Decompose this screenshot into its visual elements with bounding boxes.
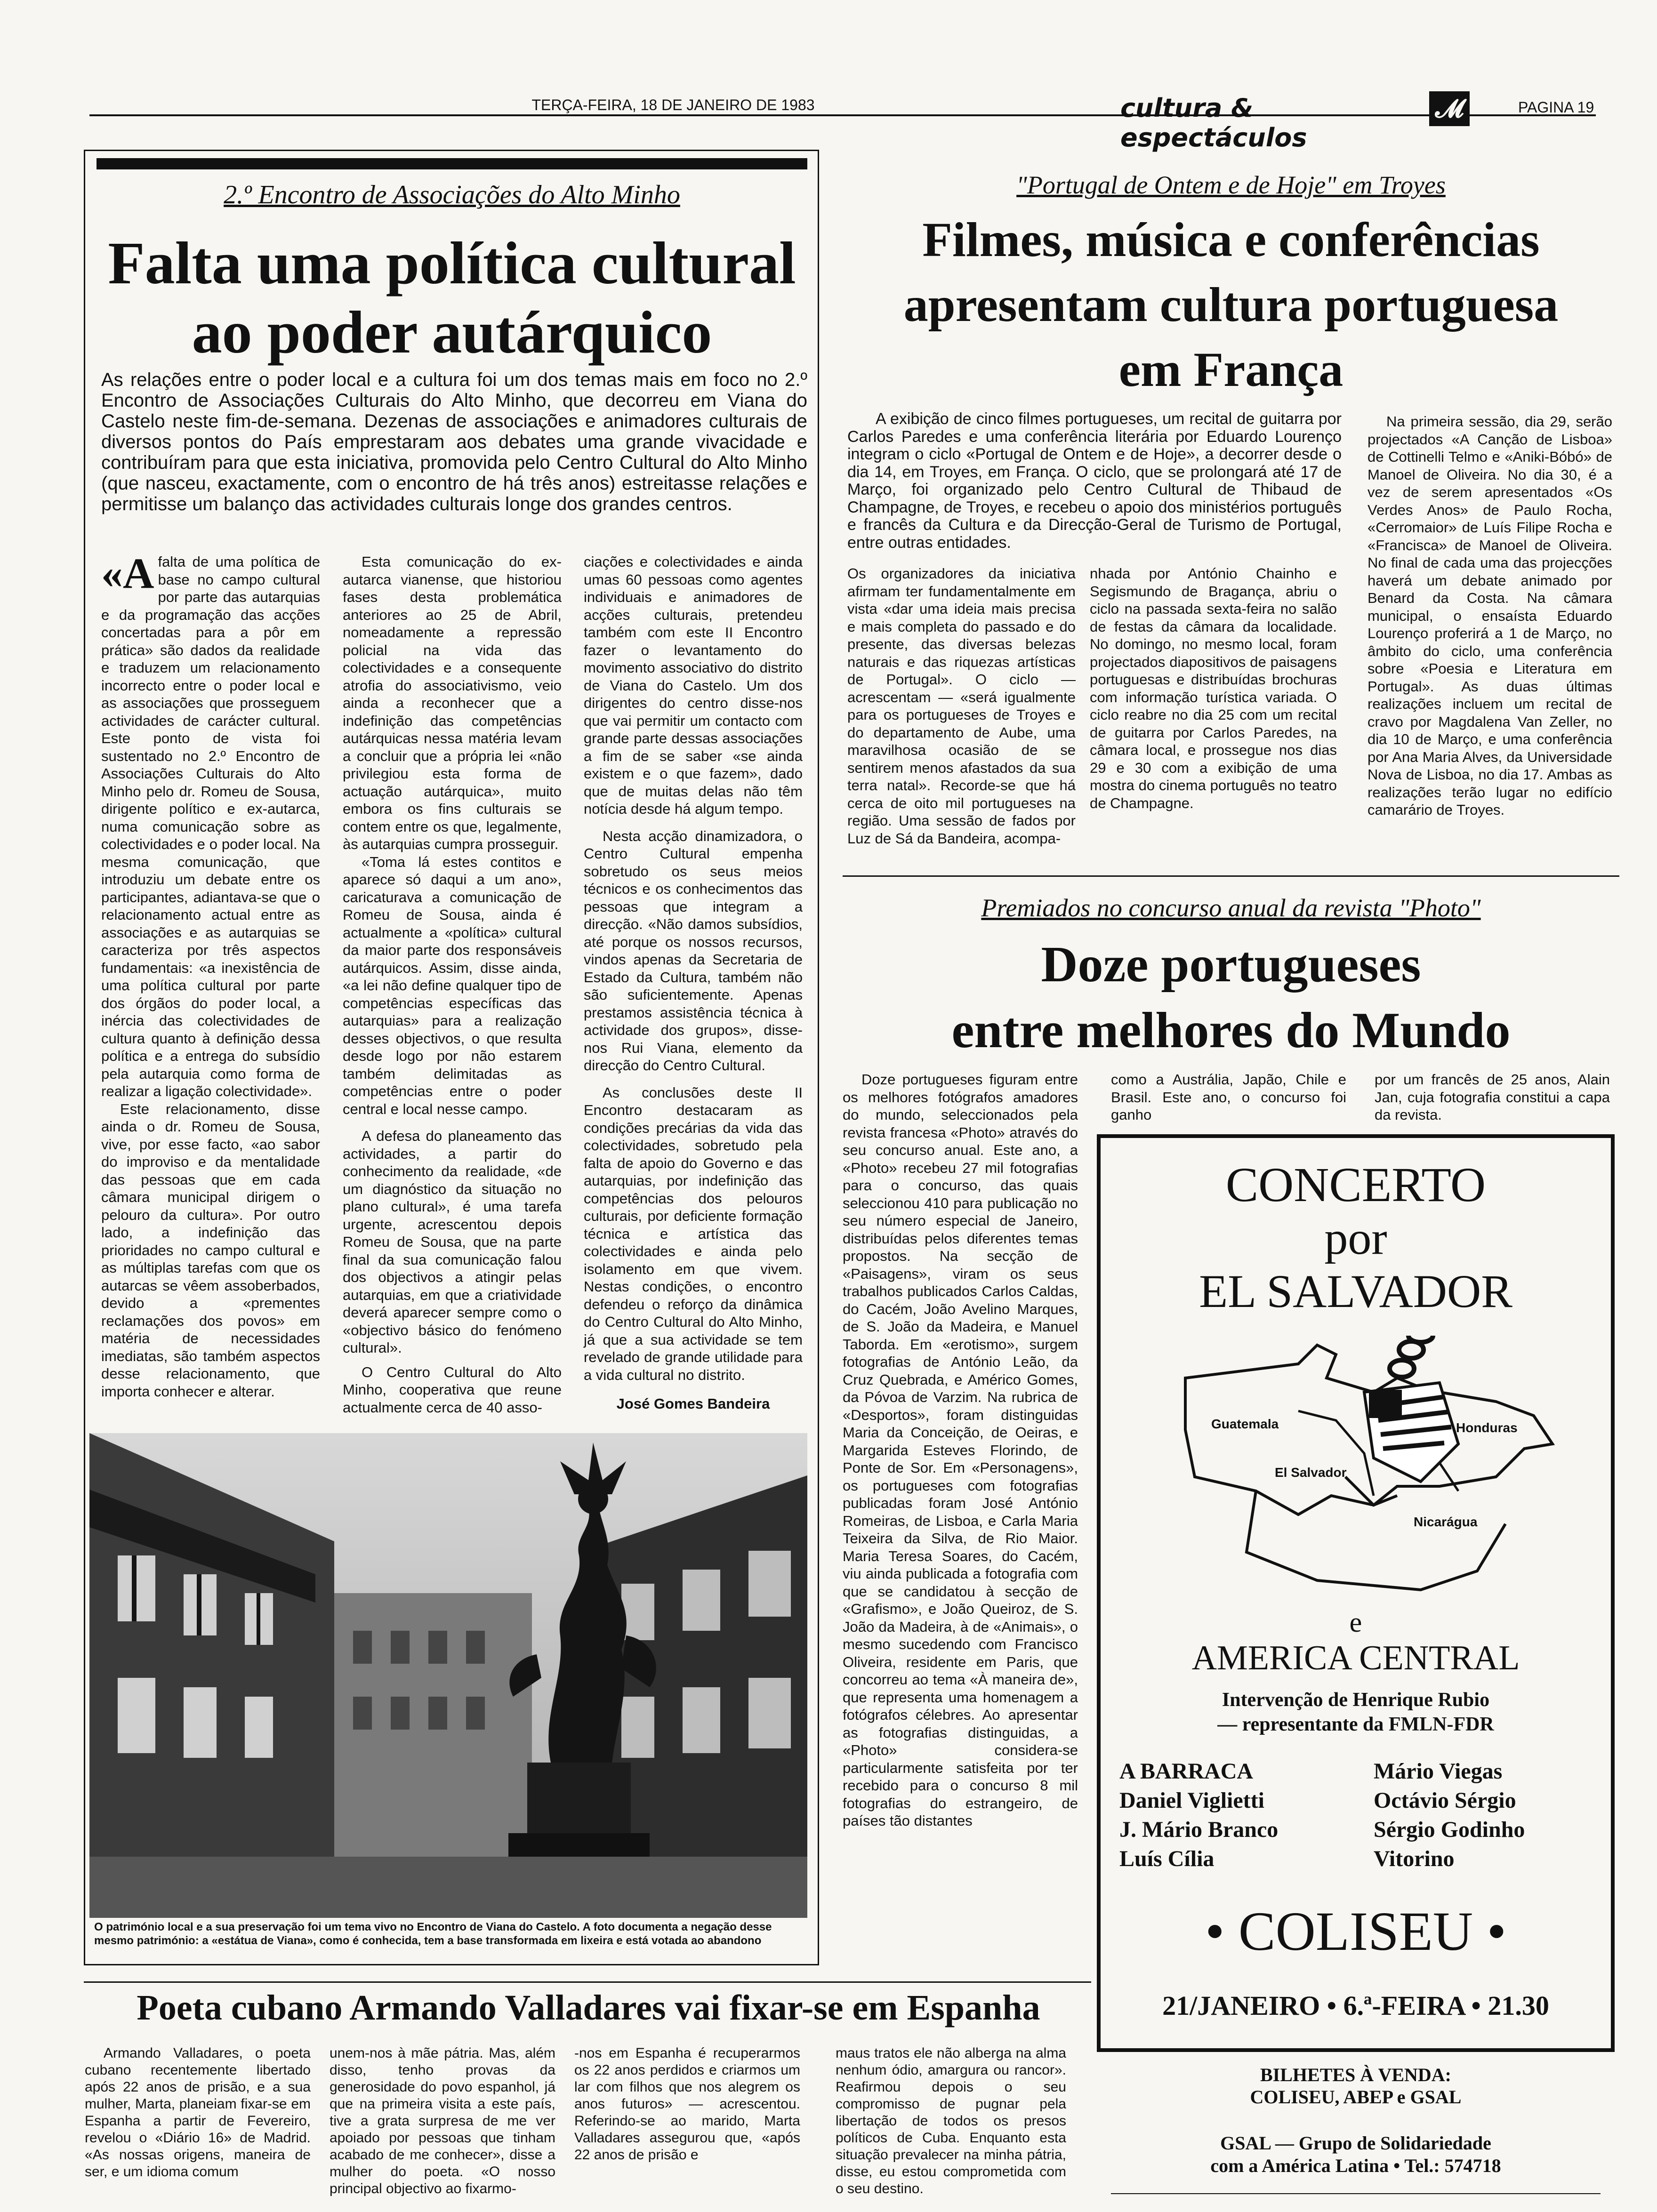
ad-org-line1: GSAL — Grupo de Solidariedade — [1220, 2132, 1491, 2154]
map-label-honduras: Honduras — [1456, 1420, 1518, 1435]
statue-photo-image — [89, 1433, 807, 1918]
header-date: TERÇA-FEIRA, 18 DE JANEIRO DE 1983 — [531, 96, 815, 113]
article2-headline-line2: apresentam cultura portuguesa — [903, 278, 1559, 332]
section-title: cultura & espectáculos — [1120, 93, 1307, 152]
ad-artist-2: Mário Viegas — [1374, 1759, 1503, 1784]
article1-col1-para2: Este relacionamento, disse ainda o dr. Romeu de Sousa, vive, por esse facto, «ao sabor do improviso e da mentalidade das pessoas que em cada câmara municipal dirigem o pelouro da cultura». Por outro lado, a indefinição das prioridades no campo cultural e as múltiplas tarefas com que os autarcas se vêem assoberbados, devido a «prementes reclamações dos povos» em matéria de necessidades imediatas, são também aspectos desse relacionamento, que importa conhecer e alterar. — [101, 1100, 320, 1400]
article1-dropcap: «A — [101, 549, 154, 597]
ad-title-1: CONCERTO — [1225, 1158, 1486, 1212]
article1-headline-line2: ao poder autárquico — [192, 299, 712, 366]
article1-column-3 — [584, 553, 803, 1413]
ad-region: AMERICA CENTRAL — [1191, 1639, 1520, 1677]
ad-speaker-line2: — representante da FMLN-FDR — [1217, 1714, 1494, 1735]
ad-date: 21/JANEIRO • 6.ª-FEIRA • 21.30 — [1162, 1990, 1549, 2021]
article3-column-3: por um francês de 25 anos, Alain Jan, cuja fotografia constitui a capa da revista. — [1375, 1071, 1610, 1123]
central-america-map — [1176, 1336, 1562, 1599]
article1-col3-para2: Nesta acção dinamizadora, o Centro Cultural empenha sobretudo os seus meios técnicos e os conhecimentos das pessoas que integram a direcção. «Não damos subsídios, até porque os nossos recursos, vindos apenas da Secretaria de Estado da Cultura, também não são suficientemente. Apenas prestamos assistência técnica à actividade dos grupos», disse-nos Rui Viana, elemento da direcção do Centro Cultural. — [584, 827, 803, 1074]
article2-kicker: "Portugal de Ontem e de Hoje" em Troyes — [1016, 171, 1446, 199]
ad-org-line2: com a América Latina • Tel.: 574718 — [1210, 2155, 1501, 2176]
ad-conjunction: e — [1349, 1607, 1362, 1638]
concert-ad — [1097, 1134, 1615, 2052]
article3-headline-line1: Doze portugueses — [1041, 937, 1421, 993]
ad-venue: • COLISEU • — [1205, 1900, 1506, 1962]
article3-column-2: como a Austrália, Japão, Chile e Brasil. Este ano, o concurso foi ganho — [1111, 1071, 1346, 1123]
ad-tickets-line1: BILHETES À VENDA: — [1260, 2064, 1452, 2085]
article1-col2-para3: A defesa do planeamento das actividades, a partir do conhecimento da realidade, «de um diagnóstico da situação no plano cultural», é uma tarefa urgente, acrescentou depois Romeu de Sousa, que na parte final da sua comunicação falou dos objectivos a atingir pelas autarquias, em que a criatividade deverá aparecer sempre como o «objectivo básico do fenómeno cultural». — [343, 1128, 562, 1356]
article2-column-1: Os organizadores da iniciativa afirmam ter fundamentalmente em vista «dar uma ideia mais precisa e mais completa do passado e do presente, das diversas belezas naturais e das riquezas artísticas de Portugal». O ciclo — acrescentam — «será igualmente para os portugueses de Troyes e do departamento de Aube, uma maravilhosa ocasião de se sentirem menos afastados da sua terra natal». Recorde-se que há cerca de oito mil portugueses na região. Uma sessão de fados por Luz de Sá da Bandeira, acompa- — [847, 565, 1076, 847]
article4-top-rule — [84, 1981, 1091, 1983]
ad-title-2: por — [1324, 1212, 1387, 1264]
article2-headline-line1: Filmes, música e conferências — [922, 213, 1540, 267]
article1-photo — [89, 1433, 807, 1918]
article1-col3-para3: As conclusões deste II Encontro destacaram as condições precárias da vida das colectividades, sobretudo pela falta de apoio do Governo e das autarquias, por indefinição das competências dos pelouros culturais, por deficiente formação técnica e artística das colectividades e ainda pelo isolamento em que vivem. Nestas condições, o encontro defendeu o reforço da dinâmica do Centro Cultural do Alto Minho, já que a sua actividade se tem revelado de grande utilidade para a vida cultural no distrito. — [584, 1084, 803, 1383]
ad-artist-7: Luís Cília — [1119, 1846, 1215, 1871]
article2-column-3: Na primeira sessão, dia 29, serão projectados «A Canção de Lisboa» de Cottinelli Telmo e «Aniki-Bóbó» de Manoel de Oliveira. No dia 30, é a vez de serem apresentados «Os Verdes Anos» de Paulo Rocha, «Cerromaior» de Luís Filipe Rocha e «Francisca» de Manoel de Oliveira. No final de cada uma das projecções haverá um debate animado por Benard da Costa. Na câmara municipal, o ensaísta Eduardo Lourenço proferirá a 1 de Março, no âmbito do ciclo, uma conferência sobre «Poesia e Literatura em Portugal». As duas últimas realizações incluem um recital de cravo por Magdalena Van Zeller, no dia 10 de Março, e uma conferência por Ana Maria Alves, da Universidade Nova de Lisboa, no dia 17. Ambas as realizações terão lugar no edifício camarário de Troyes. — [1367, 413, 1612, 818]
page-number: PAGINA 19 — [1518, 99, 1594, 116]
article2-bottom-rule — [843, 875, 1619, 877]
article1-lede: As relações entre o poder local e a cultura foi um dos temas mais em foco no 2.º Encontro de Associações Culturais do Alto Minho, que decorreu em Viana do Castelo neste fim-de-semana. Dezenas de associações e animadores culturais de diversos pontos do País emprestaram aos debates uma grande vivacidade e contribuíram para que esta iniciativa, promovida pelo Centro Cultural do Alto Minho (que nasceu, exactamente, com o encontro de há três anos) estreitasse relações e permitisse um balanço das actividades culturais longe dos grandes centros. — [101, 369, 807, 514]
article3-column-1: Doze portugueses figuram entre os melhores fotógrafos amadores do mundo, seleccionados pela revista francesa «Photo» através do seu concurso anual. Este ano, a «Photo» recebeu 27 mil fotografias para o concurso, das quais seleccionou 410 para publicação no seu número especial de Janeiro, distribuídas pelos diferentes temas propostos. Na secção de «Paisagens», viram os seus trabalhos publicados Carlos Caldas, do Cacém, João Avelino Marques, de S. João da Madeira, e Manuel Taborda. Em «erotismo», surgem fotografias de António Leão, da Cruz Quebrada, e Américo Gomes, da Póvoa de Varzim. Na rubrica de «Desportos», foram distinguidas Maria da Conceição, de Oeiras, e Margarida Esteves Florindo, de Ponte de Sor. Em «Personagens», os portugueses com fotografias publicadas foram José António Romeiras, de Lisboa, e Carla Maria Teixeira da Silva, de Rio Maior. Maria Teresa Soares, do Cacém, viu ainda publicada a fotografia com que se candidatou à secção de «Grafismo», e João Queiroz, de S. João da Madeira, à de «Animais», o mesmo sucedendo com Francisco Oliveira, residente em Paris, que concorreu ao tema «À maneira de», que representa uma homenagem a fotógrafos célebres. Ao apresentar as fotografias distinguidas, a «Photo» considera-se particularmente satisfeita por ter recebido para o concurso 8 mil fotografias do estrangeiro, de países tão distantes — [843, 1071, 1078, 1829]
article3-headline-line2: entre melhores do Mundo — [951, 1002, 1511, 1058]
ad-artist-1: A BARRACA — [1119, 1759, 1254, 1784]
map-label-guatemala: Guatemala — [1211, 1417, 1279, 1431]
article1-col2-para1: Esta comunicação do ex-autarca vianense, que historiou fases desta problemática anteriores ao 25 de Abril, nomeadamente a repressão policial na vida das colectividades e a consequente atrofia do associativismo, veio ainda a reconhecer que a indefinição das competências autárquicas nessa matéria levam a concluir que a própria lei «não privilegiou esta forma de actuação autárquica», muito embora os fins culturais se contem entre os que, legalmente, às autarquias cumpra prosseguir. — [343, 553, 562, 852]
ad-speaker-line1: Intervenção de Henrique Rubio — [1222, 1689, 1490, 1711]
article4-column-3: -nos em Espanha é recuperarmos os 22 anos perdidos e criarmos um lar com filhos que nos alegrem os anos futuros» — acrescentou. Referindo-se ao marido, Marta Valladares assegurou que, «após 22 anos de prisão e — [574, 2045, 800, 2163]
article1-top-bar — [97, 158, 807, 169]
article1-photo-caption: O património local e a sua preservação foi um tema vivo no Encontro de Viana do Castelo. A foto documenta a negação desse mesmo património: a «estátua de Viana», como é conhecida, tem a base transformada em lixeira e está votada ao abandono — [94, 1921, 772, 1947]
map-label-nicaragua: Nicarágua — [1414, 1515, 1478, 1529]
article1-column-1 — [101, 549, 320, 1400]
article1-column-2 — [343, 553, 562, 1416]
article1-col2-para2: «Toma lá estes contitos e aparece só daqui a um ano», caricaturava a comunicação de Romeu de Sousa, ainda é actualmente a «política» cultural da maior parte dos responsáveis autárquicos. Assim, disse ainda, «a lei não define qualquer tipo de competências específicas das autarquias» para a realização desses objectivos, o que resulta desde logo por não estarem também delimitadas as competências entre o poder central e local nesse campo. — [343, 853, 562, 1117]
article2-lede: A exibição de cinco filmes portugueses, um recital de guitarra por Carlos Paredes e uma conferência literária por Eduardo Lourenço integram o ciclo «Portugal de Ontem e de Hoje», a decorrer desde o dia 14, em Troyes, em França. O ciclo, que se prolongará até 17 de Março, foi organizado pelo Centro Cultural de Thibaud de Champagne, de Troyes, e recebeu o apoio dos ministérios português e francês da Cultura e da Direcção-Geral de Turismo de Portugal, entre outras entidades. — [847, 410, 1342, 552]
article1-byline: José Gomes Bandeira — [616, 1395, 770, 1412]
article1-col1-para1: falta de uma política de base no campo cultural por parte das autarquias e da programação das acções concertadas para a pôr em prática» são dados da realidade e traduzem um relacionamento incorrecto entre o poder local e as associações que prosseguem actividades de carácter cultural. Este ponto de vista foi sustentado no 2.º Encontro de Associações Culturais do Alto Minho pelo dr. Romeu de Sousa, dirigente político e ex-autarca, numa comunicação sobre as colectividades e o poder local. Na mesma comunicação, que introduziu um debate entre os participantes, adiantava-se que o relacionamento actual entre as associações e as autarquias se caracteriza por três aspectos fundamentais: «a inexistência de uma política cultural por parte dos órgãos do poder local, a inércia das colectividades de cultura quanto à definição dessa política e a entrega do subsídio pela autarquia como forma de realizar a ligação colectividade». — [101, 553, 320, 1099]
article4-column-4: maus tratos ele não alberga na alma nenhum ódio, amargura ou rancor». Reafirmou depois o seu compromisso de pugnar pela libertação de todos os presos políticos de Cuba. Enquanto esta situação prevalecer na minha pátria, disse, eu estou comprometida com o seu destino. — [836, 2045, 1066, 2196]
article2-column-2: nhada por António Chainho e Segismundo de Bragança, abriu o ciclo na passada sexta-feira no salão de festas da câmara da localidade. No domingo, no mesmo local, foram projectados diapositivos de paisagens portuguesas e distribuídas brochuras com informação turística variada. O ciclo reabre no dia 25 com um recital de guitarra por Carlos Paredes, na câmara local, e prossegue nos dias 29 e 30 com a exibição de uma mostra do cinema português no teatro de Champagne. — [1090, 565, 1337, 811]
article4-column-1: Armando Valladares, o poeta cubano recentemente libertado após 22 anos de prisão, e a sua mulher, Marta, planeiam fixar-se em Espanha a partir de Fevereiro, revelou o «Diário 16» de Madrid. «As nossas origens, maneira de ser, e um idioma comum — [85, 2045, 311, 2180]
ad-tickets-line2: COLISEU, ABEP e GSAL — [1250, 2086, 1462, 2108]
article1-kicker: 2.º Encontro de Associações do Alto Minho — [224, 180, 680, 209]
article2-headline-line3: em França — [1118, 343, 1343, 397]
ad-artist-5: J. Mário Branco — [1119, 1817, 1279, 1842]
article1-col2-para4: O Centro Cultural do Alto Minho, cooperativa que reune actualmente cerca de 40 asso- — [343, 1363, 562, 1416]
article4-headline: Poeta cubano Armando Valladares vai fixar-se em Espanha — [137, 1988, 1040, 2028]
article1-col3-para1: ciações e colectividades e ainda umas 60 pessoas como agentes individuais e animadores de acções culturais, pretendeu também com este II Encontro fazer o levantamento do movimento associativo do distrito de Viana do Castelo. Um dos dirigentes do centro disse-nos que vai permitir um contacto com grande parte dessas associações a fim de se saber «se ainda existem e o que fazem», dado que de muitas delas não têm notícia desde há algum tempo. — [584, 553, 803, 817]
section-logo: 𝓜 — [1429, 91, 1470, 126]
ad-bottom-dash — [1111, 2193, 1601, 2194]
article3-kicker: Premiados no concurso anual da revista "Photo" — [981, 894, 1481, 922]
ad-artist-6: Sérgio Godinho — [1374, 1817, 1525, 1842]
article4-column-2: unem-nos à mãe pátria. Mas, além disso, tenho provas da generosidade do povo espanhol, já que na primeira visita a este país, tive a grata surpresa de me ver apoiado por pessoas que tinham acabado de me conhecer», disse a mulher do poeta. «O nosso principal objectivo ao fixarmo- — [330, 2045, 555, 2196]
ad-artist-3: Daniel Viglietti — [1119, 1788, 1264, 1813]
ad-title-3: EL SALVADOR — [1199, 1265, 1512, 1317]
ad-artist-4: Octávio Sérgio — [1374, 1788, 1516, 1813]
map-label-el-salvador: El Salvador — [1275, 1465, 1347, 1480]
article1-headline-line1: Falta uma política cultural — [108, 230, 796, 297]
ad-artist-8: Vitorino — [1374, 1846, 1455, 1871]
